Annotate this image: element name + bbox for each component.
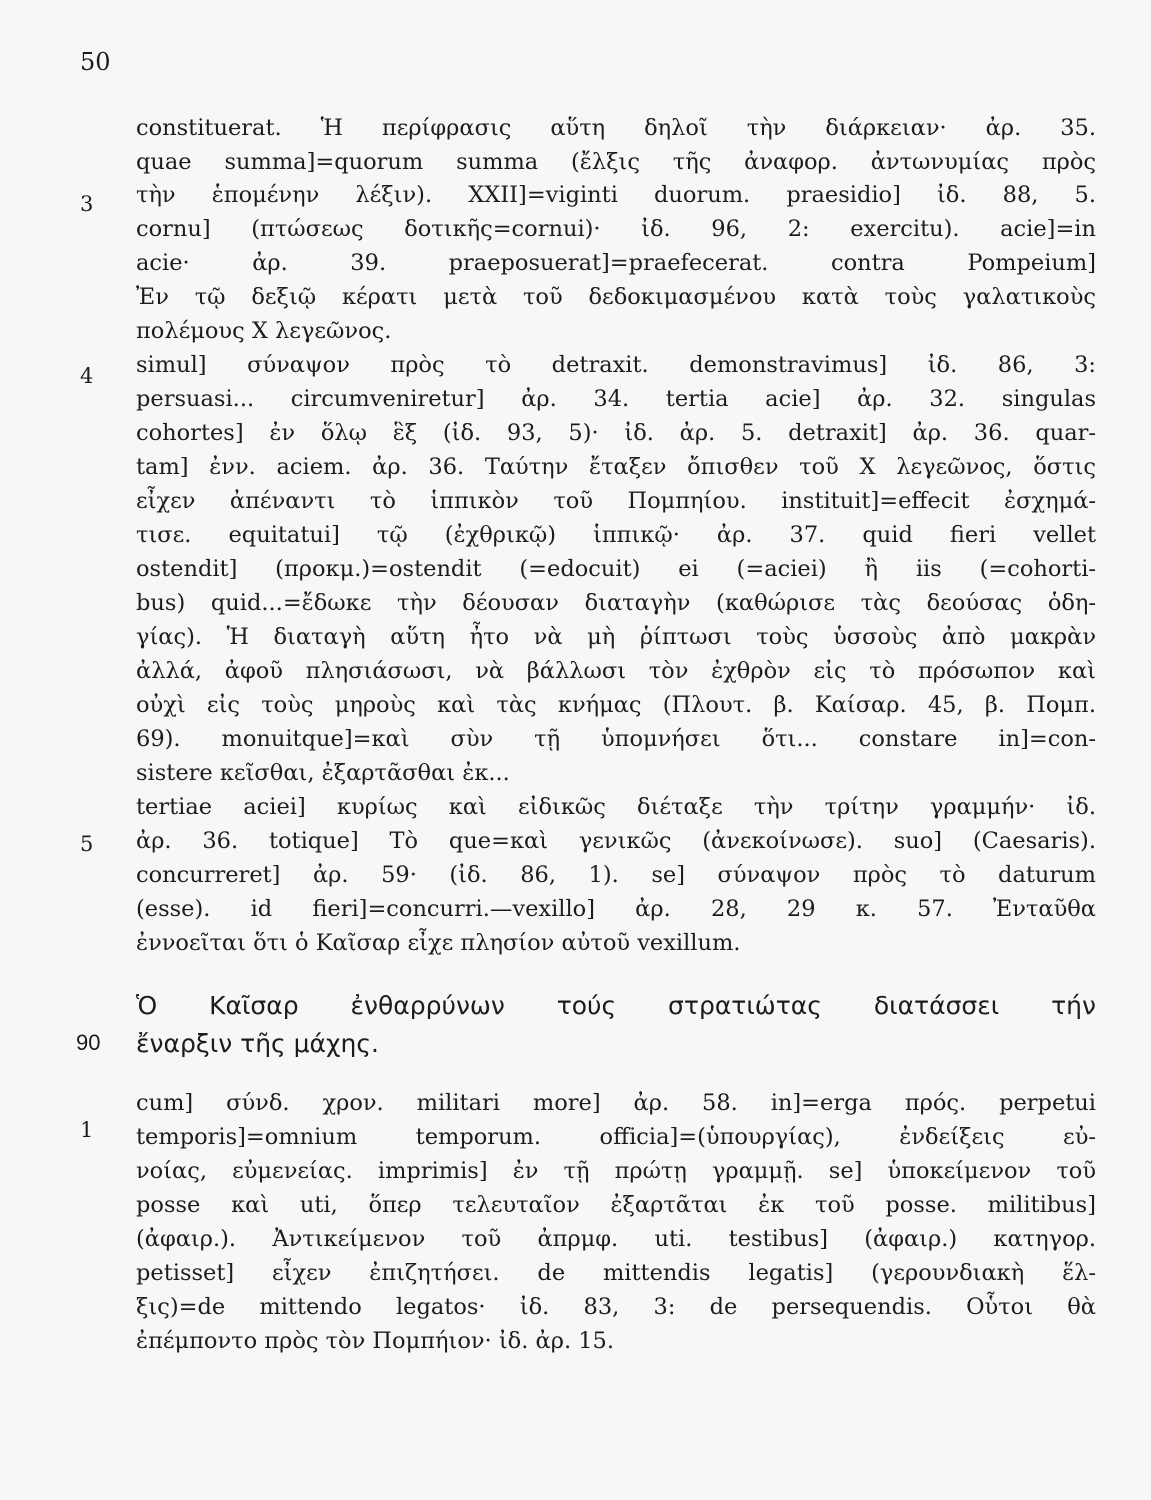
text-line: ἐννοεῖται ὅτι ὁ Καῖσαρ εἶχε πλησίον αὐτοῦ vexillum. [136, 930, 741, 956]
section-heading: ἔναρξιν τῆς μάχης. [136, 1029, 379, 1058]
text-line: ἀρ. 36. totique] Τὸ que=καὶ γενικῶς (ἀνεκοίνωσε). suo] (Caesaris). [136, 828, 1096, 854]
text-line: νοίας, εὐμενείας. imprimis] ἐν τῇ πρώτῃ γραμμῇ. se] ὑποκείμενον τοῦ [136, 1158, 1096, 1184]
margin-marker: 4 [80, 364, 94, 388]
text-line: cum] σύνδ. χρον. militari more] ἀρ. 58. in]=erga πρός. perpetui [136, 1090, 1096, 1116]
text-line: temporis]=omnium temporum. officia]=(ὑπουργίας), ἐνδείξεις εὐ- [136, 1124, 1096, 1150]
text-line: (ἀφαιρ.). Ἀντικείμενον τοῦ ἀπρμφ. uti. testibus] (ἀφαιρ.) κατηγορ. [136, 1226, 1096, 1252]
text-line: οὐχὶ εἰς τοὺς μηροὺς καὶ τὰς κνήμας (Πλουτ. β. Καίσαρ. 45, β. Πομπ. [136, 692, 1096, 718]
margin-marker: 1 [80, 1118, 94, 1142]
section-number: 90 [76, 1030, 101, 1055]
text-line: tam] ἐνν. aciem. ἀρ. 36. Ταύτην ἔταξεν ὄπισθεν τοῦ X λεγεῶνος, ὅστις [136, 454, 1096, 480]
text-line: Ἐν τῷ δεξιῷ κέρατι μετὰ τοῦ δεδοκιμασμένου κατὰ τοὺς γαλατικοὺς [136, 284, 1096, 310]
text-line: τὴν ἑπομένην λέξιν). XXII]=viginti duorum. praesidio] ἰδ. 88, 5. [136, 182, 1096, 208]
text-line: quae summa]=quorum summa (ἔλξις τῆς ἀναφορ. ἀντωνυμίας πρὸς [136, 149, 1096, 175]
text-line: ostendit] (προκμ.)=ostendit (=edocuit) ei (=aciei) ἢ iis (=cohorti- [136, 556, 1096, 582]
text-line: 69). monuitque]=καὶ σὺν τῇ ὑπομνήσει ὅτι... constare in]=con- [136, 726, 1096, 752]
text-line: cornu] (πτώσεως δοτικῆς=cornui)· ἰδ. 96, 2: exercitu). acie]=in [136, 216, 1096, 242]
text-line: πολέμους X λεγεῶνος. [136, 318, 392, 344]
text-line: ἐπέμποντο πρὸς τὸν Πομπήιον· ἰδ. ἀρ. 15. [136, 1328, 615, 1354]
text-line: persuasi... circumveniretur] ἀρ. 34. tertia acie] ἀρ. 32. singulas [136, 386, 1096, 412]
margin-marker: 3 [80, 192, 94, 216]
text-line: sistere κεῖσθαι, ἐξαρτᾶσθαι ἐκ... [136, 760, 510, 786]
text-line: acie· ἀρ. 39. praeposuerat]=praefecerat. contra Pompeium] [136, 250, 1096, 276]
text-line: τισε. equitatui] τῷ (ἐχθρικῷ) ἱππικῷ· ἀρ. 37. quid fieri vellet [136, 522, 1096, 548]
text-line: cohortes] ἐν ὅλῳ ἓξ (ἰδ. 93, 5)· ἰδ. ἀρ. 5. detraxit] ἀρ. 36. quar- [136, 420, 1096, 446]
text-line: constituerat. Ἡ περίφρασις αὕτη δηλοῖ τὴν διάρκειαν· ἀρ. 35. [136, 115, 1096, 141]
text-line: bus) quid...=ἔδωκε τὴν δέουσαν διαταγὴν (καθώρισε τὰς δεούσας ὁδη- [136, 590, 1096, 616]
text-line: εἶχεν ἀπέναντι τὸ ἱππικὸν τοῦ Πομπηίου. instituit]=effecit ἐσχημά- [136, 488, 1096, 514]
text-line: concurreret] ἀρ. 59· (ἰδ. 86, 1). se] σύναψον πρὸς τὸ daturum [136, 862, 1096, 888]
text-line: γίας). Ἡ διαταγὴ αὕτη ἦτο νὰ μὴ ῥίπτωσι τοὺς ὑσσοὺς ἀπὸ μακρὰν [136, 624, 1096, 650]
page-number: 50 [80, 48, 111, 76]
text-line: simul] σύναψον πρὸς τὸ detraxit. demonstravimus] ἰδ. 86, 3: [136, 352, 1096, 378]
text-line: (esse). id fieri]=concurri.—vexillo] ἀρ. 28, 29 κ. 57. Ἐνταῦθα [136, 896, 1096, 922]
text-line: tertiae aciei] κυρίως καὶ εἰδικῶς διέταξε τὴν τρίτην γραμμήν· ἰδ. [136, 794, 1096, 820]
text-line: ξις)=de mittendo legatos· ἰδ. 83, 3: de persequendis. Οὗτοι θὰ [136, 1294, 1096, 1320]
text-line: petisset] εἶχεν ἐπιζητήσει. de mittendis legatis] (γερουνδιακὴ ἕλ- [136, 1260, 1096, 1286]
margin-marker: 5 [80, 832, 94, 856]
text-line: posse καὶ uti, ὅπερ τελευταῖον ἐξαρτᾶται ἐκ τοῦ posse. militibus] [136, 1192, 1096, 1218]
text-line: ἀλλά, ἀφοῦ πλησιάσωσι, νὰ βάλλωσι τὸν ἐχθρὸν εἰς τὸ πρόσωπον καὶ [136, 658, 1096, 684]
section-heading: Ὁ Καῖσαρ ἐνθαρρύνων τούς στρατιώτας διατάσσει τήν [136, 991, 1096, 1020]
